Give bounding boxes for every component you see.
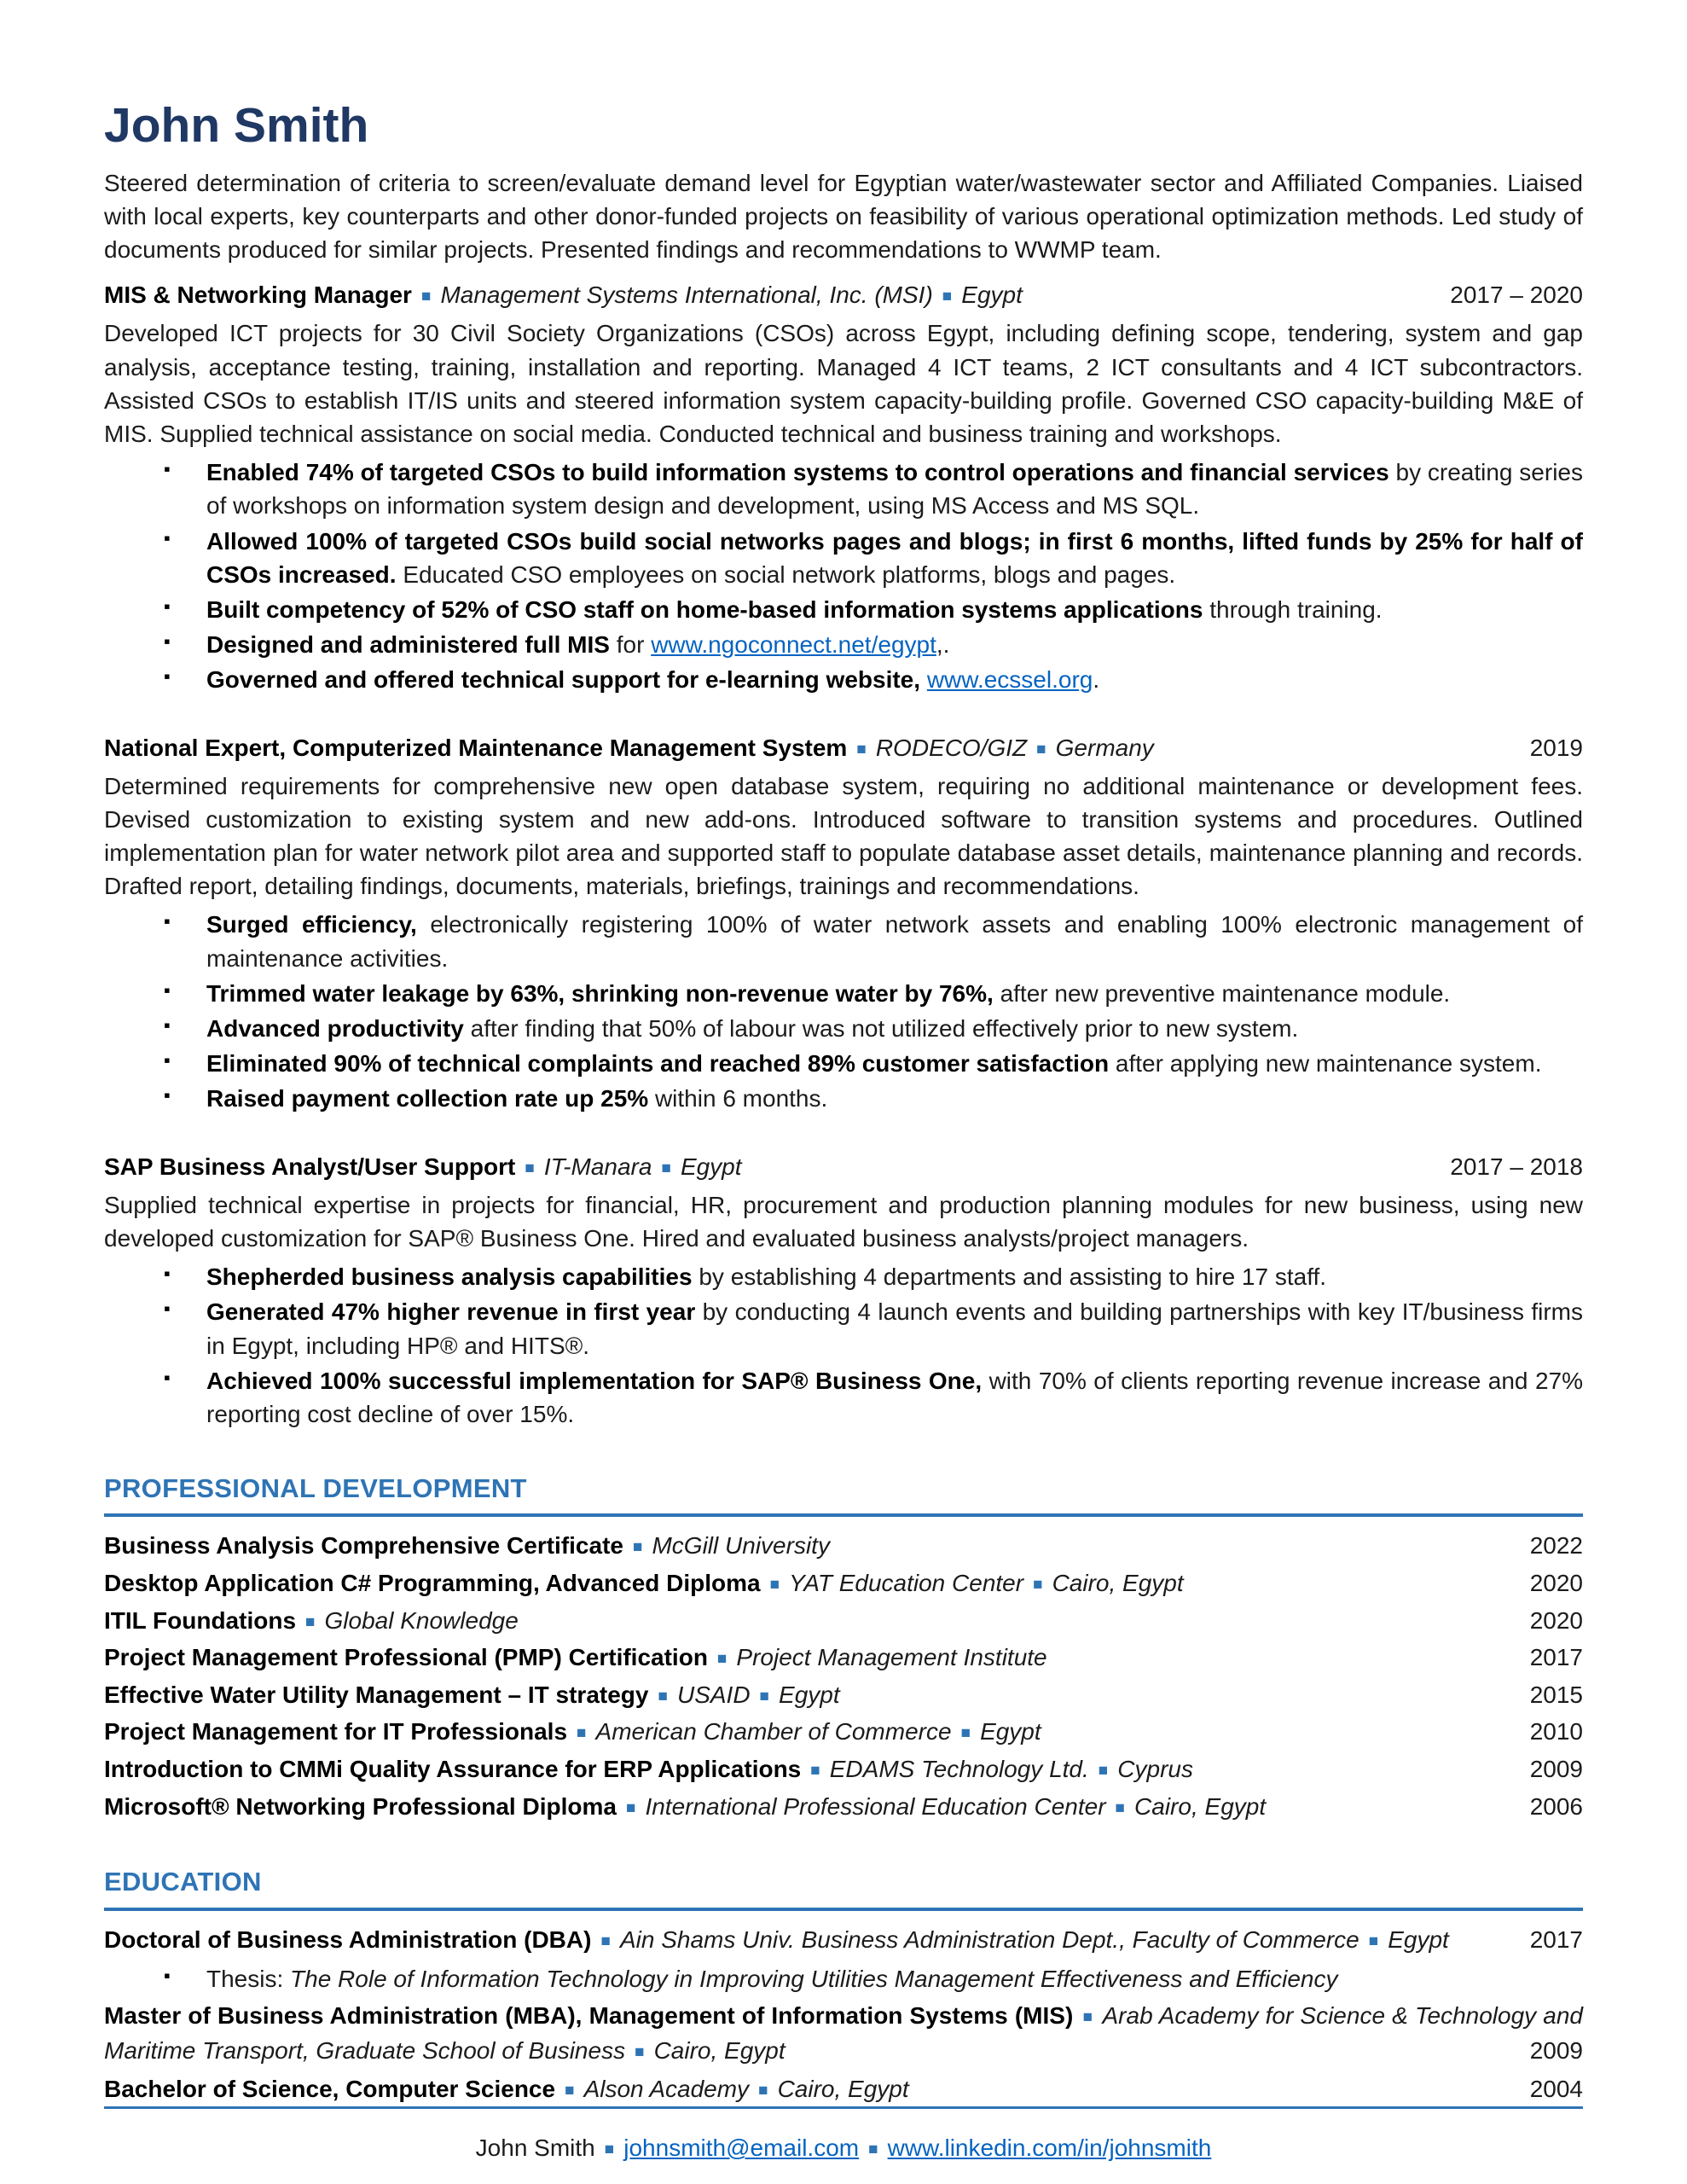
- degree-year: 2017: [1529, 1926, 1583, 1953]
- school-name: Arab Academy for Science & Technology and Maritime Transport, Graduate School of Business: [104, 2002, 1583, 2064]
- bullet-text: with 70% of clients reporting revenue increase and 27% reporting cost decline of over 15%.: [206, 1367, 1583, 1427]
- development-item-text: [104, 1529, 1504, 1564]
- job-bullet-list: [104, 456, 1583, 696]
- development-item-text: [104, 1678, 1504, 1713]
- degree-title: Doctoral of Business Administration (DBA): [104, 1926, 592, 1953]
- ecssel-link[interactable]: www.ecssel.org: [926, 666, 1093, 694]
- footer-contact-line: [104, 2109, 1583, 2184]
- separator-square-icon: ■: [420, 288, 432, 306]
- course-title: Project Management Professional (PMP) Certification: [104, 1644, 708, 1671]
- school-location: Cairo, Egypt: [777, 2075, 909, 2102]
- separator-square-icon: ■: [625, 1798, 636, 1817]
- section-heading: PROFESSIONAL DEVELOPMENT: [104, 1473, 527, 1504]
- separator-square-icon: ■: [758, 2081, 768, 2100]
- development-item: [104, 1566, 1583, 1601]
- separator-square-icon: ■: [577, 1724, 587, 1743]
- course-year: 2022: [1529, 1532, 1583, 1560]
- degree-title: Master of Business Administration (MBA), Management of Information Systems (MIS): [104, 2002, 1074, 2030]
- bullet-bold-text: Eliminated 90% of technical complaints and reached 89% customer satisfaction: [206, 1050, 1110, 1077]
- bullet-bold-text: Advanced productivity: [206, 1015, 464, 1042]
- separator-square-icon: ■: [1098, 1762, 1109, 1780]
- bullet-square-icon: ▪: [164, 526, 171, 549]
- bullet-text: ,.: [936, 631, 950, 659]
- job-heading: [104, 731, 1583, 764]
- bullet-square-icon: ▪: [164, 1049, 171, 1072]
- job-entry-sap-business-analyst: [104, 1150, 1583, 1432]
- degree-title: Bachelor of Science, Computer Science: [104, 2075, 556, 2102]
- bullet-bold-text: Governed and offered technical support for e-learning website,: [206, 666, 921, 694]
- job-dates: 2017 – 2018: [1450, 1153, 1583, 1180]
- job-location: Egypt: [961, 282, 1023, 309]
- bullet-bold-text: Designed and administered full MIS: [206, 631, 610, 659]
- development-item-text: [104, 1604, 1504, 1639]
- separator-square-icon: ■: [661, 1159, 671, 1177]
- bullet-item: [104, 663, 1583, 696]
- email-link[interactable]: johnsmith@email.com: [623, 2135, 860, 2162]
- job-heading: [104, 278, 1583, 311]
- bullet-bold-text: Built competency of 52% of CSO staff on home-based information systems applications: [206, 595, 1203, 623]
- course-org: American Chamber of Commerce: [595, 1718, 952, 1745]
- separator-square-icon: ■: [635, 2042, 645, 2061]
- bullet-square-icon: ▪: [164, 1298, 171, 1320]
- bullet-text: electronically registering 100% of water network assets and enabling 100% electronic management of maintenance activities.: [206, 911, 1584, 972]
- bullet-item: [104, 908, 1583, 974]
- job-description: Developed ICT projects for 30 Civil Society Organizations (CSOs) across Egypt, including defining scope, tendering, system and gap analysis, acceptance testing, training, installation and reporting. Managed 4 ICT teams, 2 ICT consultants and 4 ICT subcontractors. Assisted CSOs to establish IT/IS units and steered information system capacity-building profile. Governed CSO capacity-building M&E of MIS. Supplied technical assistance on social media. Conducted technical and business training and workshops.: [104, 320, 1583, 447]
- separator-square-icon: ■: [600, 1931, 611, 1950]
- development-item-text: [104, 1790, 1504, 1825]
- course-location: Egypt: [980, 1718, 1041, 1745]
- course-location: Cyprus: [1117, 1756, 1193, 1783]
- course-org: Global Knowledge: [324, 1606, 519, 1634]
- separator-square-icon: ■: [810, 1762, 820, 1780]
- bullet-bold-text: Achieved 100% successful implementation for SAP® Business One,: [206, 1367, 983, 1394]
- separator-square-icon: ■: [868, 2140, 878, 2159]
- separator-square-icon: ■: [942, 288, 953, 306]
- bullet-item: [104, 593, 1583, 626]
- page-title: John Smith: [104, 98, 369, 153]
- separator-square-icon: ■: [856, 740, 867, 758]
- course-year: 2015: [1529, 1681, 1583, 1708]
- bullet-bold-text: Generated 47% higher revenue in first year: [206, 1298, 696, 1326]
- separator-square-icon: ■: [1115, 1798, 1126, 1817]
- course-org: International Professional Education Center: [645, 1792, 1106, 1820]
- course-title: Business Analysis Comprehensive Certificate: [104, 1532, 623, 1560]
- bullet-text: after applying new maintenance system.: [1109, 1050, 1542, 1077]
- job-location: Egypt: [680, 1153, 742, 1180]
- course-org: EDAMS Technology Ltd.: [829, 1756, 1089, 1783]
- bullet-square-icon: ▪: [164, 1965, 171, 1987]
- course-year: 2009: [1529, 1756, 1583, 1783]
- separator-square-icon: ■: [565, 2081, 575, 2100]
- separator-square-icon: ■: [632, 1538, 643, 1557]
- education-list: [104, 1923, 1583, 2107]
- bullet-square-icon: ▪: [164, 630, 171, 653]
- bullet-bold-text: Allowed 100% of targeted CSOs build social networks pages and blogs; in first 6 months, lifted funds by 25% for half of CSOs increased.: [206, 527, 1583, 588]
- job-description: Supplied technical expertise in projects for financial, HR, procurement and production planning modules for new business, using new developed customization for SAP® Business One. Hired and evaluated business analysts/project managers.: [104, 1191, 1583, 1252]
- bullet-item: [104, 1260, 1583, 1293]
- development-list: [104, 1529, 1583, 1824]
- bullet-square-icon: ▪: [164, 1366, 171, 1388]
- separator-square-icon: ■: [769, 1576, 780, 1594]
- development-item: [104, 1752, 1583, 1787]
- development-item: [104, 1790, 1583, 1825]
- course-title: Effective Water Utility Management – IT strategy: [104, 1681, 649, 1708]
- bullet-text: by establishing 4 departments and assisting to hire 17 staff.: [692, 1263, 1327, 1291]
- education-item: [104, 1999, 1583, 2068]
- degree-year: 2004: [1529, 2075, 1583, 2102]
- course-year: 2017: [1529, 1644, 1583, 1671]
- bullet-text: Educated CSO employees on social network platforms, blogs and pages.: [396, 561, 1176, 588]
- course-year: 2020: [1529, 1570, 1583, 1597]
- section-professional-development: [104, 1470, 1583, 1824]
- course-org: Project Management Institute: [736, 1644, 1047, 1671]
- bullet-text: by conducting 4 launch events and building partnerships with key IT/business firms in Egypt, including HP® and HITS®.: [206, 1298, 1583, 1359]
- bullet-item: [104, 977, 1583, 1010]
- job-bullet-list: [104, 1260, 1583, 1431]
- separator-square-icon: ■: [1082, 2008, 1093, 2027]
- job-bullet-list: [104, 908, 1583, 1115]
- section-heading: EDUCATION: [104, 1867, 262, 1897]
- job-company: Management Systems International, Inc. (MSI): [440, 282, 933, 309]
- development-item-text: [104, 1641, 1504, 1676]
- bullet-text: after new preventive maintenance module.: [993, 979, 1451, 1007]
- course-year: 2010: [1529, 1718, 1583, 1745]
- separator-square-icon: ■: [525, 1159, 535, 1177]
- bullet-bold-text: Raised payment collection rate up 25%: [206, 1085, 649, 1112]
- job-heading: [104, 1150, 1583, 1183]
- job-heading-text: [104, 731, 1154, 764]
- footer-name: John Smith: [475, 2135, 595, 2162]
- school-name: Ain Shams Univ. Business Administration Dept., Faculty of Commerce: [619, 1926, 1359, 1953]
- summary-paragraph: Steered determination of criteria to screen/evaluate demand level for Egyptian water/wastewater sector and Affiliated Companies. Liaised with local experts, key counterparts and other donor-funded projects on feasibility of various operational optimization methods. Led study of documents produced for similar projects. Presented findings and recommendations to WWMP team.: [104, 169, 1583, 264]
- bullet-bold-text: Surged efficiency,: [206, 911, 417, 938]
- course-year: 2020: [1529, 1606, 1583, 1634]
- linkedin-link[interactable]: www.linkedin.com/in/johnsmith: [887, 2135, 1212, 2162]
- separator-square-icon: ■: [716, 1650, 728, 1669]
- bullet-bold-text: Trimmed water leakage by 63%, shrinking non-revenue water by 76%,: [206, 979, 994, 1007]
- bullet-text: for: [609, 631, 652, 659]
- bullet-bold-text: Enabled 74% of targeted CSOs to build information systems to control operations and financial services: [206, 459, 1389, 486]
- job-title: SAP Business Analyst/User Support: [104, 1153, 516, 1180]
- education-item: [104, 2072, 1583, 2107]
- bullet-bold-text: Shepherded business analysis capabilities: [206, 1263, 693, 1291]
- development-item: [104, 1678, 1583, 1713]
- page-footer: [104, 2106, 1583, 2184]
- course-location: Cairo, Egypt: [1134, 1792, 1267, 1820]
- development-item: [104, 1641, 1583, 1676]
- development-item-text: [104, 1752, 1504, 1787]
- job-heading-text: [104, 1150, 742, 1183]
- bullet-square-icon: ▪: [164, 665, 171, 688]
- course-year: 2006: [1529, 1792, 1583, 1820]
- thesis-label: Thesis:: [206, 1966, 291, 1993]
- bullet-text: through training.: [1203, 595, 1383, 623]
- job-company: IT-Manara: [543, 1153, 652, 1180]
- bullet-item: [104, 628, 1583, 661]
- job-company: RODECO/GIZ: [875, 734, 1028, 761]
- bullet-square-icon: ▪: [164, 595, 171, 617]
- school-name: Alson Academy: [583, 2075, 750, 2102]
- separator-square-icon: ■: [658, 1687, 668, 1705]
- separator-square-icon: ■: [604, 2140, 615, 2159]
- course-title: ITIL Foundations: [104, 1606, 297, 1634]
- bullet-square-icon: ▪: [164, 458, 171, 480]
- separator-square-icon: ■: [1368, 1931, 1379, 1950]
- development-item: [104, 1604, 1583, 1639]
- bullet-square-icon: ▪: [164, 1084, 171, 1107]
- job-entry-national-expert: [104, 731, 1583, 1116]
- bullet-text: by creating series of workshops on information system design and development, using MS Access and MS SQL.: [206, 459, 1583, 520]
- bullet-text: after finding that 50% of labour was not utilized effectively prior to new system.: [463, 1015, 1299, 1042]
- separator-square-icon: ■: [759, 1687, 770, 1705]
- development-item: [104, 1529, 1583, 1564]
- job-dates: 2019: [1529, 734, 1583, 761]
- course-org: USAID: [676, 1681, 751, 1708]
- bullet-item: [104, 525, 1583, 591]
- section-education: [104, 1863, 1583, 2106]
- separator-square-icon: ■: [1033, 1576, 1043, 1594]
- school-location: Cairo, Egypt: [653, 2036, 786, 2064]
- separator-square-icon: ■: [305, 1612, 316, 1631]
- job-heading-text: [104, 278, 1023, 311]
- bullet-text: within 6 months.: [648, 1085, 828, 1112]
- job-title: MIS & Networking Manager: [104, 282, 412, 309]
- job-dates: 2017 – 2020: [1450, 282, 1583, 309]
- job-entry-mis-networking-manager: [104, 278, 1583, 696]
- bullet-square-icon: ▪: [164, 910, 171, 932]
- course-location: Egypt: [779, 1681, 840, 1708]
- separator-square-icon: ■: [960, 1724, 971, 1743]
- development-item: [104, 1715, 1583, 1750]
- course-location: Cairo, Egypt: [1052, 1570, 1184, 1597]
- development-item-text: [104, 1566, 1504, 1601]
- job-description: Determined requirements for comprehensive new open database system, requiring no additional maintenance or development fees. Devised customization to existing system and new add-ons. Introduced software to transition systems and procedures. Outlined implementation plan for water network pilot area and supported staff to populate database asset details, maintenance planning and records. Drafted report, detailing findings, documents, materials, briefings, trainings and recommendations.: [104, 772, 1583, 900]
- school-location: Egypt: [1388, 1926, 1449, 1953]
- course-title: Microsoft® Networking Professional Diploma: [104, 1792, 617, 1820]
- development-item-text: [104, 1715, 1504, 1750]
- course-title: Introduction to CMMi Quality Assurance for ERP Applications: [104, 1756, 802, 1783]
- bullet-item: [104, 1364, 1583, 1431]
- bullet-square-icon: ▪: [164, 1263, 171, 1285]
- bullet-item: [104, 456, 1583, 522]
- bullet-square-icon: ▪: [164, 979, 171, 1001]
- bullet-square-icon: ▪: [164, 1014, 171, 1036]
- bullet-text: [920, 666, 927, 693]
- job-title: National Expert, Computerized Maintenance Management System: [104, 734, 848, 761]
- bullet-text: .: [1093, 666, 1100, 694]
- course-org: YAT Education Center: [789, 1570, 1024, 1597]
- thesis-title: The Role of Information Technology in Improving Utilities Management Effectiveness and Efficiency: [290, 1966, 1338, 1993]
- course-title: Project Management for IT Professionals: [104, 1718, 568, 1745]
- thesis-item: [104, 1962, 1583, 1995]
- separator-square-icon: ■: [1036, 740, 1046, 758]
- degree-year: 2009: [1529, 2036, 1583, 2064]
- thesis-bullet-list: [104, 1962, 1583, 1995]
- bullet-item: [104, 1082, 1583, 1115]
- education-item: [104, 1923, 1583, 1958]
- bullet-item: [104, 1012, 1583, 1045]
- course-org: McGill University: [652, 1532, 830, 1560]
- course-title: Desktop Application C# Programming, Advanced Diploma: [104, 1570, 761, 1597]
- job-location: Germany: [1055, 734, 1154, 761]
- bullet-item: [104, 1295, 1583, 1362]
- ngoconnect-link[interactable]: www.ngoconnect.net/egypt: [651, 631, 936, 659]
- section-heading-rule: [104, 1863, 1583, 1910]
- bullet-item: [104, 1047, 1583, 1080]
- section-heading-rule: [104, 1470, 1583, 1517]
